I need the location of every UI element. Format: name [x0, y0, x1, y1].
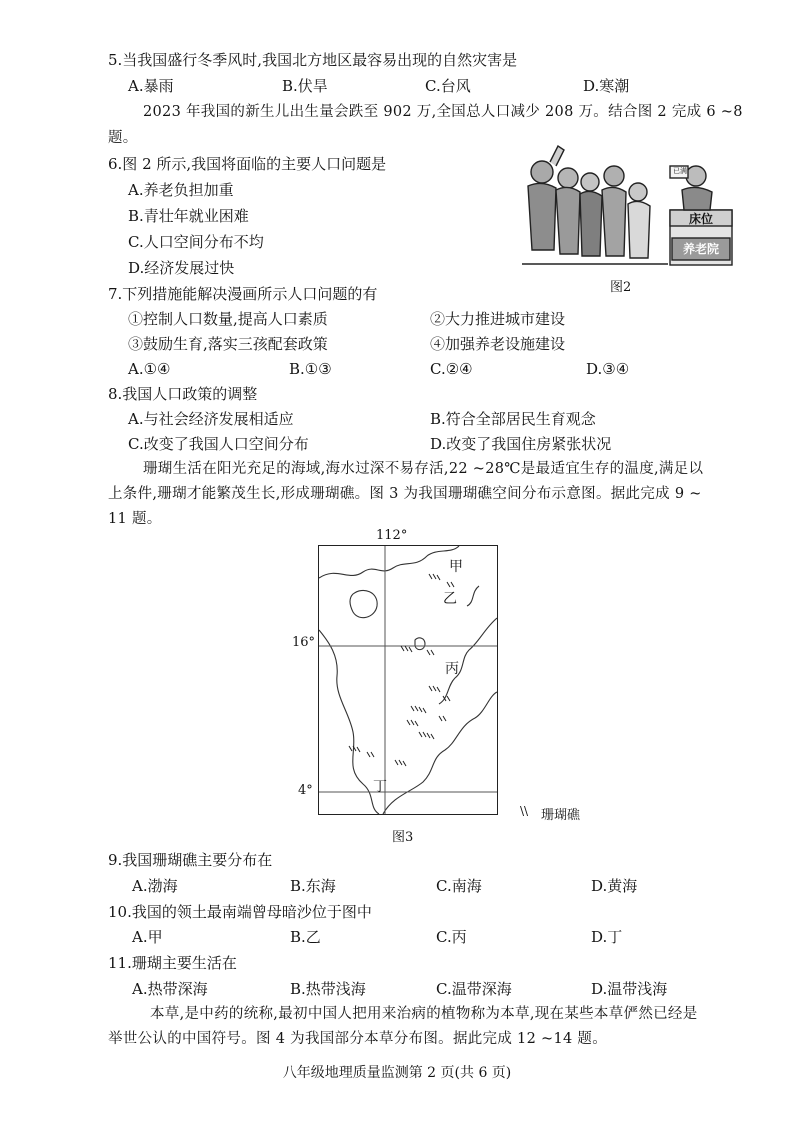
- q11-option-d: D.温带浅海: [591, 980, 668, 998]
- q7-item-4: ④加强养老设施建设: [430, 335, 566, 353]
- q8-option-d: D.改变了我国住房紧张状况: [430, 435, 612, 453]
- passage1-line1: 2023 年我国的新生儿出生量会跌至 902 万,全国总人口减少 208 万。结合图 2 完成 6 ~8: [143, 104, 743, 120]
- passage2-line3: 11 题。: [108, 511, 162, 527]
- q10-option-a: A.甲: [132, 928, 163, 946]
- q8-option-c: C.改变了我国人口空间分布: [128, 435, 309, 453]
- latitude-16-label: 16°: [292, 635, 316, 650]
- passage2-line1: 珊瑚生活在阳光充足的海域,海水过深不易存活,22 ~28℃是最适宜生存的温度,满足以: [143, 461, 704, 477]
- q10-option-b: B.乙: [290, 928, 321, 946]
- q7-option-d: D.③④: [586, 360, 630, 378]
- q9-option-a: A.渤海: [132, 877, 178, 895]
- q7-option-b: B.①③: [289, 360, 332, 378]
- figure2-caption: 图2: [610, 280, 632, 295]
- south-china-sea-map: [319, 546, 497, 814]
- q9-option-b: B.东海: [290, 877, 336, 895]
- sign-full: 已满: [673, 167, 687, 175]
- figure2-cartoon: [520, 140, 740, 275]
- q7-item-2: ②大力推进城市建设: [430, 310, 566, 328]
- q9-stem: 9.我国珊瑚礁主要分布在: [108, 851, 273, 869]
- q9-option-d: D.黄海: [591, 877, 638, 895]
- q10-option-c: C.丙: [436, 928, 467, 946]
- q5-option-b: B.伏旱: [282, 77, 328, 95]
- q8-option-a: A.与社会经济发展相适应: [128, 410, 294, 428]
- q8-option-b: B.符合全部居民生育观念: [430, 410, 596, 428]
- page-footer: 八年级地理质量监测第 2 页(共 6 页): [282, 1065, 512, 1081]
- place-jia: 甲: [449, 559, 463, 575]
- q10-option-d: D.丁: [591, 928, 623, 946]
- sign-bed: 床位: [688, 212, 713, 226]
- q5-stem: 5.当我国盛行冬季风时,我国北方地区最容易出现的自然灾害是: [108, 51, 518, 69]
- q6-option-b: B.青壮年就业困难: [128, 207, 249, 225]
- legend-coral-label: 珊瑚礁: [541, 808, 581, 823]
- passage3-line1: 本草,是中药的统称,最初中国人把用来治病的植物称为本草,现在某些本草俨然已经是: [150, 1006, 698, 1022]
- place-ding: 丁: [373, 779, 387, 795]
- q7-stem: 7.下列措施能解决漫画所示人口问题的有: [108, 285, 378, 303]
- q5-option-d: D.寒潮: [583, 77, 630, 95]
- q9-option-c: C.南海: [436, 877, 482, 895]
- q6-option-c: C.人口空间分布不均: [128, 233, 264, 251]
- q11-option-a: A.热带深海: [132, 980, 208, 998]
- q7-option-c: C.②④: [430, 360, 473, 378]
- q8-stem: 8.我国人口政策的调整: [108, 385, 258, 403]
- q6-option-d: D.经济发展过快: [128, 259, 235, 277]
- legend-coral-symbol: \\: [520, 804, 529, 818]
- q10-stem: 10.我国的领土最南端曾母暗沙位于图中: [108, 903, 372, 921]
- passage2-line2: 上条件,珊瑚才能繁茂生长,形成珊瑚礁。图 3 为我国珊瑚礁空间分布示意图。据此完成 9 ~: [108, 486, 702, 502]
- q7-item-3: ③鼓励生育,落实三孩配套政策: [128, 335, 328, 353]
- passage1-line2: 题。: [108, 130, 138, 146]
- sign-nursing-home: 养老院: [682, 242, 719, 256]
- q5-option-a: A.暴雨: [128, 77, 174, 95]
- passage3-line2: 举世公认的中国符号。图 4 为我国部分本草分布图。据此完成 12 ~14 题。: [108, 1031, 608, 1047]
- q11-stem: 11.珊瑚主要生活在: [108, 954, 237, 972]
- q11-option-b: B.热带浅海: [290, 980, 366, 998]
- q5-option-c: C.台风: [425, 77, 471, 95]
- coral-reef-map: [318, 545, 498, 815]
- q6-stem: 6.图 2 所示,我国将面临的主要人口问题是: [108, 155, 387, 173]
- place-bing: 丙: [445, 661, 459, 677]
- latitude-4-label: 4°: [298, 783, 313, 798]
- q6-option-a: A.养老负担加重: [128, 181, 234, 199]
- coral-reef-symbols: [349, 574, 454, 766]
- q7-option-a: A.①④: [128, 360, 171, 378]
- longitude-112-label: 112°: [376, 528, 408, 543]
- place-yi: 乙: [443, 591, 457, 607]
- figure3-caption: 图3: [392, 830, 414, 845]
- q7-item-1: ①控制人口数量,提高人口素质: [128, 310, 328, 328]
- q11-option-c: C.温带深海: [436, 980, 512, 998]
